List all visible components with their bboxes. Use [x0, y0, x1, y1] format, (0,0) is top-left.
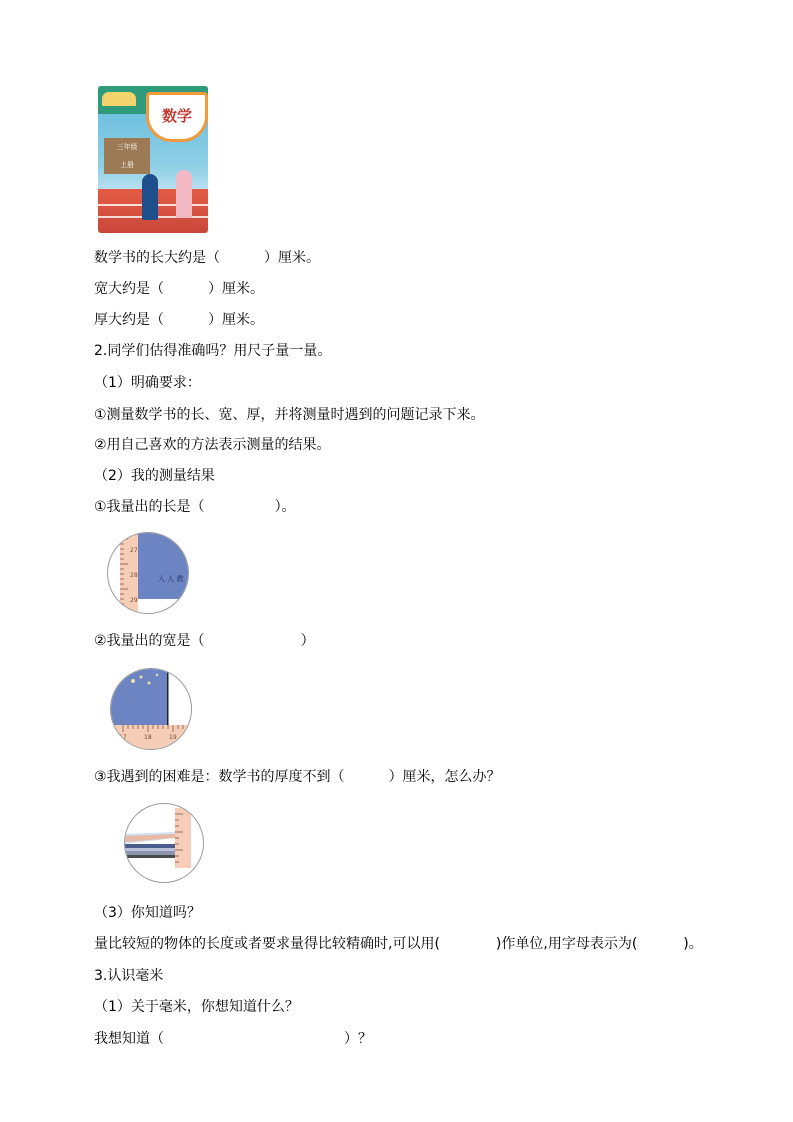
- measured-length-suffix: ）。: [274, 499, 296, 515]
- want-to-know-line: [94, 1029, 372, 1049]
- estimate-thickness-suffix: ）厘米。: [208, 312, 264, 328]
- estimate-thickness-prefix: 厚大约是（: [94, 312, 164, 328]
- measured-width-prefix: ②我量出的宽是（: [94, 633, 205, 649]
- estimate-width-suffix: ）厘米。: [208, 281, 264, 297]
- ruler-thickness-figure: [124, 803, 204, 883]
- ruler-width-mark: 17: [119, 734, 127, 741]
- did-you-know-middle: )作单位,用字母表示为(: [495, 936, 638, 952]
- section2-sub1: （1）明确要求：: [94, 375, 201, 391]
- ruler-width-figure: [110, 668, 192, 750]
- cover-title: 数学: [146, 92, 208, 142]
- measured-width-suffix: ）: [300, 633, 315, 649]
- ruler-length-mark: 29: [130, 597, 138, 604]
- estimate-length-prefix: 数学书的长大约是（: [94, 250, 220, 266]
- cover-volume: 上册: [120, 161, 134, 169]
- estimate-width-line: [94, 279, 264, 299]
- estimate-thickness-line: [94, 310, 264, 330]
- did-you-know-suffix: )。: [683, 936, 703, 952]
- ruler-width-illustration: [111, 669, 191, 749]
- section3-heading: 3.认识毫米: [94, 968, 164, 984]
- did-you-know-line: [94, 934, 703, 954]
- book-spine-text: 人 人 教: [158, 575, 184, 583]
- section3-sub1: （1）关于毫米，你想知道什么？: [94, 999, 299, 1015]
- math-book-cover: [98, 86, 208, 233]
- measured-length-line: [94, 497, 296, 517]
- difficulty-prefix: ③我遇到的困难是：数学书的厚度不到（: [94, 769, 345, 785]
- ruler-width-mark: 18: [144, 734, 152, 741]
- publisher-logo: [102, 92, 136, 106]
- ruler-length-figure: [107, 532, 189, 614]
- cover-grade-label: [104, 138, 150, 174]
- measured-width-line: [94, 631, 315, 651]
- ruler-thickness-illustration: [125, 804, 203, 882]
- section2-sub3: （3）你知道吗？: [94, 905, 201, 921]
- ruler-length-mark: 27: [130, 547, 138, 554]
- difficulty-line: [94, 767, 501, 787]
- requirement-2: ②用自己喜欢的方法表示测量的结果。: [94, 437, 331, 453]
- section2-heading: 2.同学们估得准确吗？用尺子量一量。: [94, 343, 332, 359]
- ruler-length-mark: 28: [130, 572, 138, 579]
- difficulty-suffix: ）厘米，怎么办？: [388, 769, 501, 785]
- measured-length-prefix: ①我量出的长是（: [94, 499, 205, 515]
- cover-grade: 三年级: [116, 143, 138, 151]
- estimate-length-line: [94, 248, 320, 268]
- want-to-know-suffix: ）？: [344, 1031, 372, 1047]
- estimate-width-prefix: 宽大约是（: [94, 281, 164, 297]
- cover-girl-figure: [176, 170, 192, 218]
- ruler-length-illustration: [108, 533, 188, 613]
- did-you-know-prefix: 量比较短的物体的长度或者要求量得比较精确时,可以用(: [94, 936, 440, 952]
- want-to-know-prefix: 我想知道（: [94, 1031, 164, 1047]
- requirement-1: ①测量数学书的长、宽、厚，并将测量时遇到的问题记录下来。: [94, 407, 485, 423]
- ruler-width-mark: 19: [169, 734, 177, 741]
- cover-boy-figure: [142, 174, 158, 220]
- estimate-length-suffix: ）厘米。: [264, 250, 320, 266]
- section2-sub2: （2）我的测量结果: [94, 468, 215, 484]
